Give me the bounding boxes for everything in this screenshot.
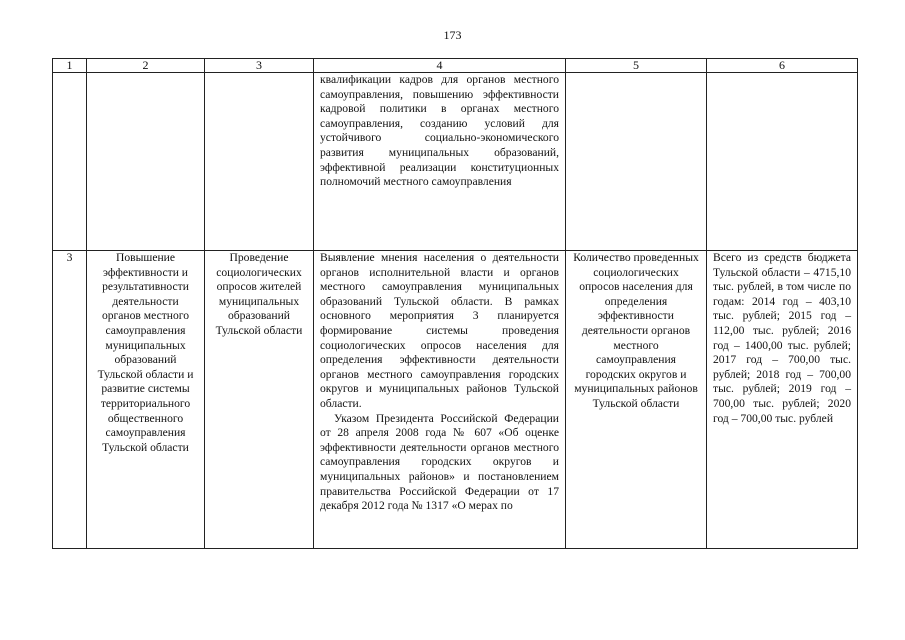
row3-indicator: Количество проведенных социологических опросов населения для определения эффективности деятельности органов местного самоуправления городских округов и муниципальных районов Тульской области xyxy=(566,251,707,549)
table-header-row xyxy=(53,59,858,73)
table-row-3 xyxy=(53,251,858,549)
header-col-5: 5 xyxy=(566,59,707,73)
row3-activity: Проведение социологических опросов жителей муниципальных образований Тульской области xyxy=(205,251,314,549)
header-col-3: 3 xyxy=(205,59,314,73)
table-row-continuation xyxy=(53,73,858,251)
row3-number: 3 xyxy=(53,251,87,549)
header-col-4: 4 xyxy=(314,59,566,73)
cont-cell-3 xyxy=(205,73,314,251)
cont-cell-6 xyxy=(707,73,858,251)
header-col-2: 2 xyxy=(87,59,205,73)
row3-description-p1: Выявление мнения населения о деятельности органов исполнительной власти и органов местного самоуправления муниципальных образований Тульской области. В рамках основного мероприятия 3 планируется формирование системы проведения социологических опросов населения для определения эффективности деятельности органов местного самоуправления городских округов и муниципальных районов Тульской области. xyxy=(320,251,559,410)
cont-cell-2 xyxy=(87,73,205,251)
program-table xyxy=(52,58,858,549)
row3-description-p2: Указом Президента Российской Федерации от 28 апреля 2008 года № 607 «Об оценке эффективности деятельности органов местного самоуправления городских округов и муниципальных районов» и постановлением правительства Российской Федерации от 17 декабря 2012 года № 1317 «О мерах по xyxy=(320,411,559,513)
header-col-6: 6 xyxy=(707,59,858,73)
row3-description xyxy=(314,251,566,549)
cont-cell-5 xyxy=(566,73,707,251)
cont-cell-4: квалификации кадров для органов местного самоуправления, повышению эффективности кадровой политики в органах местного самоуправления, созданию условий для устойчивого социально-экономического развития муниципальных образований, эффективной реализации конституционных полномочий местного самоуправления xyxy=(314,73,566,251)
row3-funding: Всего из средств бюджета Тульской области – 4715,10 тыс. рублей, в том числе по годам: 2014 год – 403,10 тыс. рублей; 2015 год – 112,00 тыс. рублей; 2016 год – 1400,00 тыс. рублей; 2017 год – 700,00 тыс. рублей; 2018 год – 700,00 тыс. рублей; 2019 год – 700,00 тыс. рублей; 2020 год – 700,00 тыс. рублей xyxy=(707,251,858,549)
page-number: 173 xyxy=(443,28,462,42)
header-col-1: 1 xyxy=(53,59,87,73)
row3-task: Повышение эффективности и результативности деятельности органов местного самоуправления муниципальных образований Тульской области и развитие системы территориального общественного самоуправления Тульской области xyxy=(87,251,205,549)
cont-cell-1 xyxy=(53,73,87,251)
